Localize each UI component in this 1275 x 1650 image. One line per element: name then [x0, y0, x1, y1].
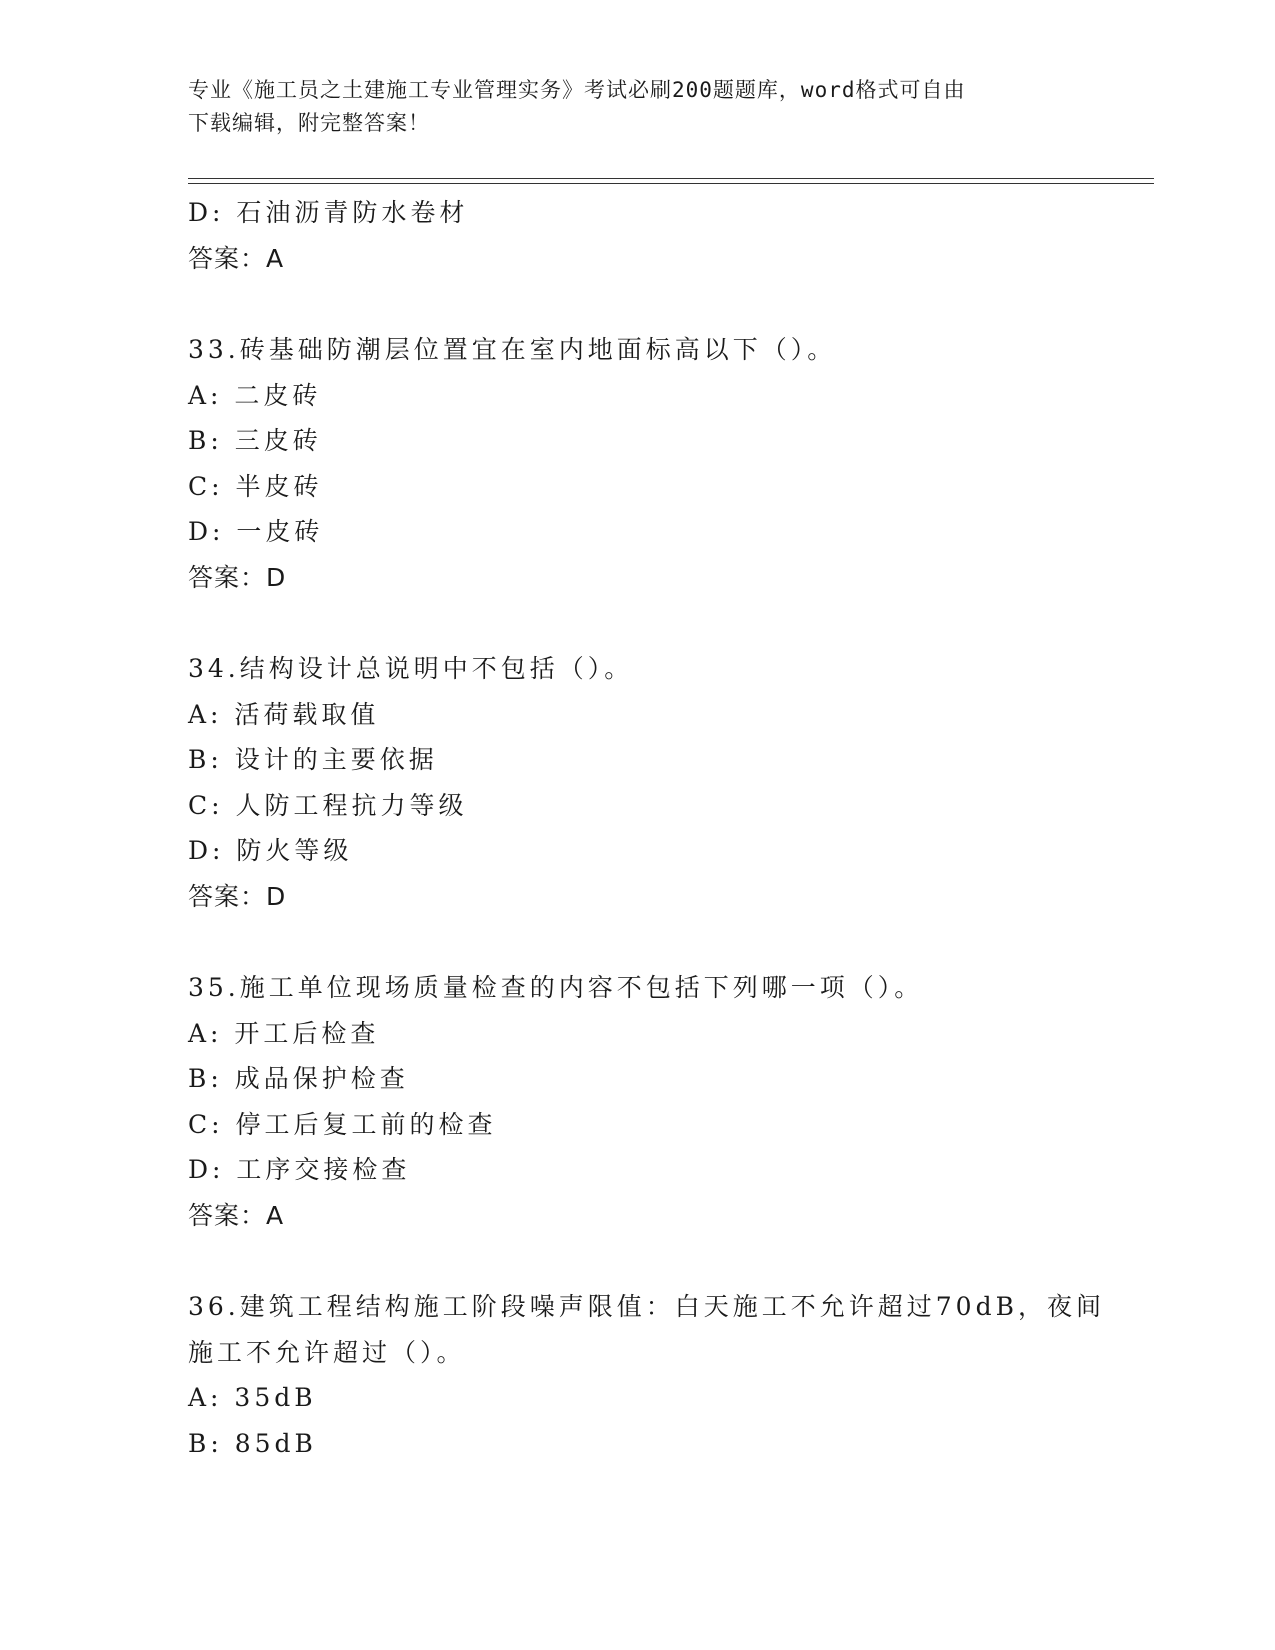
question-stem-line-1: 36.建筑工程结构施工阶段噪声限值：白天施工不允许超过70dB，夜间: [188, 1292, 1105, 1321]
option-d: D: 石油沥青防水卷材: [188, 198, 469, 227]
option-d: D: 防火等级: [188, 836, 353, 865]
option-b: B: 85dB: [188, 1428, 317, 1458]
answer-line: 答案：D: [188, 881, 287, 911]
option-a: A: 开工后检查: [188, 1018, 380, 1048]
header-line-2: 下载编辑，附完整答案！: [188, 111, 430, 135]
header-line-1: 专业《施工员之土建施工专业管理实务》考试必刷200题题库，word格式可自由: [188, 78, 966, 102]
answer-line: 答案：D: [188, 562, 287, 592]
question-35: [188, 965, 1108, 1238]
option-a: A: 二皮砖: [188, 380, 322, 410]
question-stem-line-2: 施工不允许超过（）。: [188, 1337, 466, 1367]
question-36: [188, 1284, 1108, 1466]
option-c: C: 人防工程抗力等级: [188, 790, 468, 820]
option-a: A: 35dB: [188, 1383, 317, 1412]
option-d: D: 一皮砖: [188, 517, 324, 546]
option-c: C: 半皮砖: [188, 471, 323, 501]
header-divider-bottom: [188, 183, 1154, 184]
option-b: B: 成品保护检查: [188, 1064, 409, 1093]
question-stem: 35.施工单位现场质量检查的内容不包括下列哪一项（）。: [188, 973, 924, 1002]
answer-line: 答案：A: [188, 1200, 285, 1230]
question-stem: 33.砖基础防潮层位置宜在室内地面标高以下（）。: [188, 335, 837, 364]
question-stem: 34.结构设计总说明中不包括（）。: [188, 654, 634, 683]
header-divider-top: [188, 178, 1154, 179]
previous-question-tail: [188, 190, 1108, 281]
option-b: B: 设计的主要依据: [188, 745, 438, 774]
question-list: [188, 190, 1108, 1466]
option-c: C: 停工后复工前的检查: [188, 1109, 497, 1139]
answer-line: 答案：A: [188, 243, 285, 273]
option-d: D: 工序交接检查: [188, 1155, 411, 1184]
question-34: [188, 646, 1108, 919]
option-b: B: 三皮砖: [188, 426, 322, 455]
document-header: [188, 74, 1078, 140]
question-33: [188, 327, 1108, 600]
option-a: A: 活荷载取值: [188, 699, 380, 729]
